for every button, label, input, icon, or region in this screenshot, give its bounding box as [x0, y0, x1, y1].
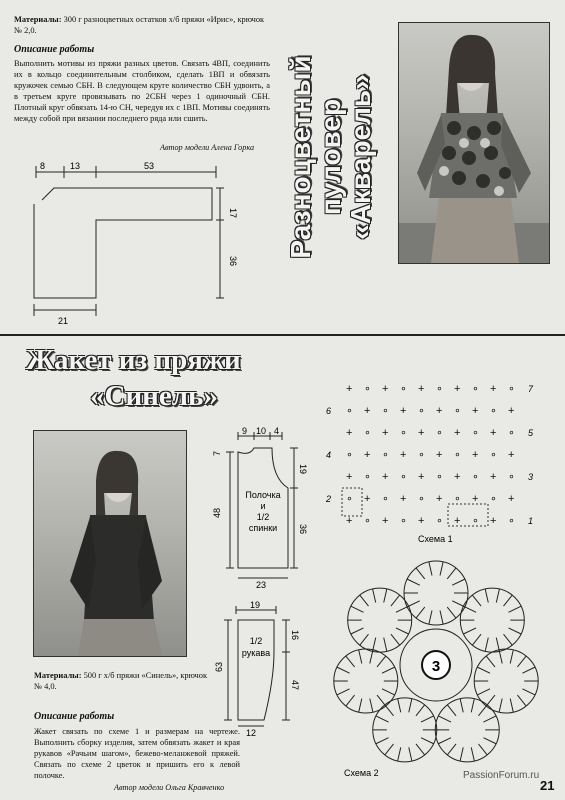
scheme-1-stitch-symbol: +: [418, 515, 425, 527]
scheme-2-stitch: [421, 738, 434, 744]
scheme-2-stitch: [429, 611, 432, 625]
scheme-2-stitch: [377, 695, 386, 706]
scheme-1-row-3: 3: [528, 472, 534, 482]
body-label-4: спинки: [248, 523, 278, 533]
scheme-2-stitch: [517, 695, 526, 706]
scheme-1-stitch-symbol: +: [418, 427, 425, 439]
body-dim-36: 36: [298, 524, 308, 535]
scheme-2-stitch: [463, 628, 476, 634]
scheme-1-stitch-symbol: +: [346, 471, 353, 483]
scheme-2-stitch: [452, 579, 465, 585]
body-dim-19: 19: [298, 464, 308, 475]
scheme-2-stitch: [509, 606, 522, 612]
scheme-1-stitch-symbol: +: [454, 383, 461, 395]
top-dim-13: 13: [70, 161, 81, 171]
scheme-2-stitch: [373, 589, 376, 603]
scheme-1-stitch-symbol: ∘: [400, 471, 407, 483]
scheme-2-stitch: [438, 738, 451, 744]
scheme-1-stitch-symbol: ∘: [490, 405, 497, 417]
scheme-1-stitch-symbol: ∘: [454, 449, 461, 461]
scheme-2-stitch: [382, 689, 395, 695]
bottom-title-line2: «Синель»: [90, 380, 218, 412]
scheme-2-stitch: [522, 689, 535, 695]
scheme-2-stitch: [416, 705, 425, 716]
top-title-line1: Разноцветный: [285, 55, 316, 259]
scheme-2-stitch: [351, 606, 364, 612]
body-dim-9: 9: [242, 426, 248, 436]
scheme-1-stitch-symbol: +: [454, 471, 461, 483]
scheme-2-stitch: [409, 699, 412, 713]
scheme-2-stitch: [407, 601, 420, 607]
top-dim-8: 8: [40, 161, 46, 171]
sleeve-label-1: 1/2: [249, 636, 263, 646]
scheme-1-stitch-symbol: ∘: [346, 405, 353, 417]
scheme-1-stitch-symbol: ∘: [490, 449, 497, 461]
scheme-2-stitch: [447, 607, 456, 618]
scheme-2-stitch: [360, 634, 369, 645]
scheme-2-stitch: [477, 689, 490, 695]
scheme-1-stitch-symbol: ∘: [490, 493, 497, 505]
sleeve-dim-19: 19: [250, 600, 261, 610]
top-materials-label: Материалы:: [14, 15, 62, 24]
scheme-1-stitch-symbol: ∘: [400, 427, 407, 439]
scheme-2-stitch: [463, 606, 476, 612]
scheme-2-stitch: [421, 716, 434, 722]
scheme-1-stitch-symbol: ∘: [508, 471, 515, 483]
scheme-2-stitch: [472, 595, 481, 606]
scheme-2-stitch: [351, 628, 364, 634]
scheme-1-stitch-symbol: ∘: [400, 515, 407, 527]
bottom-materials-text: 500 г х/б пряжи «Синель», крючок № 4,0.: [34, 671, 208, 691]
scheme-1-stitch-symbol: ∘: [436, 427, 443, 439]
scheme-2-stitch: [409, 747, 412, 761]
scheme-1-stitch-symbol: +: [382, 515, 389, 527]
scheme-2-stitch: [509, 628, 522, 634]
scheme-2-stitch: [384, 589, 387, 603]
scheme-2-stitch: [447, 568, 456, 579]
scheme-2-stitch: [471, 747, 474, 761]
scheme-1-stitch-symbol: +: [364, 493, 371, 505]
scheme-1-stitch-symbol: +: [382, 427, 389, 439]
scheme-2-stitch: [471, 699, 474, 713]
scheme-1-stitch-symbol: ∘: [508, 515, 515, 527]
scheme-1-stitch-symbol: ∘: [418, 493, 425, 505]
scheme-1-stitch-symbol: ∘: [418, 405, 425, 417]
scheme-1-stitch-symbol: ∘: [472, 427, 479, 439]
scheme-2-stitch: [504, 634, 513, 645]
top-dim-53: 53: [144, 161, 155, 171]
bottom-author: Автор модели Ольга Кравченко: [114, 783, 225, 792]
scheme-2-stitch: [460, 747, 463, 761]
scheme-2-stitch: [510, 699, 513, 713]
scheme-2-stitch: [377, 656, 386, 667]
scheme-2-stitch: [398, 699, 401, 713]
scheme-1-stitch-symbol: ∘: [436, 471, 443, 483]
scheme-1-stitch-symbol: ∘: [364, 383, 371, 395]
scheme-2-label: Схема 2: [344, 768, 379, 778]
scheme-2-stitch: [370, 650, 373, 664]
scheme-2-stitch: [486, 695, 495, 706]
body-label-2: и: [260, 501, 266, 511]
scheme-1-row-6: 6: [326, 406, 332, 416]
scheme-1-stitch-symbol: +: [382, 383, 389, 395]
scheme-2-stitch: [385, 705, 394, 716]
top-model-photo: [398, 22, 550, 264]
body-dim-48: 48: [212, 507, 222, 518]
scheme-1-row-5: 5: [528, 428, 534, 438]
scheme-1-stitch-symbol: +: [382, 471, 389, 483]
watermark: PassionForum.ru: [463, 770, 540, 781]
scheme-2-stitch: [407, 579, 420, 585]
scheme-2-stitch: [384, 638, 387, 652]
scheme-1-stitch-symbol: ∘: [508, 427, 515, 439]
scheme-2-stitch: [337, 689, 350, 695]
scheme-1-stitch-symbol: +: [490, 471, 497, 483]
scheme-1-stitch-symbol: +: [364, 449, 371, 461]
top-materials-text: 300 г разноцветных остатков х/б пряжи «Ирис», крючок № 2,0.: [14, 15, 265, 35]
scheme-1-stitch-symbol: +: [508, 449, 515, 461]
scheme-1-stitch-symbol: +: [400, 449, 407, 461]
scheme-1-stitch-symbol: ∘: [364, 515, 371, 527]
scheme-1-stitch-symbol: +: [472, 405, 479, 417]
scheme-1-stitch-symbol: +: [472, 493, 479, 505]
top-dim-21: 21: [58, 316, 69, 326]
scheme-2-stitch: [472, 634, 481, 645]
scheme-1-stitch-symbol: ∘: [472, 515, 479, 527]
scheme-2-flower: [318, 550, 556, 782]
scheme-1-stitch-symbol: +: [346, 515, 353, 527]
bottom-title-line1: Жакет из пряжи: [26, 344, 241, 376]
scheme-1-stitch-symbol: ∘: [382, 405, 389, 417]
top-work-text: Выполнить мотивы из пряжи разных цветов. Связать 4ВП, соединить их в кольцо соединительным столбиком, сделать 1ВП и обвязать кружочек семью СБН. В следующем круге количество СБН удвоить, а в третьем круге провязывать по 2СБН через 1 одиночный СБН. Плотный круг обвязать 14-ю СН, чередуя их с 1ВП. Мотивы соединять между собой при вязании последнего ряда или сшить.: [14, 59, 270, 123]
scheme-1-stitch-symbol: ∘: [364, 427, 371, 439]
scheme-2-stitch: [477, 667, 490, 673]
scheme-2-stitch: [504, 595, 513, 606]
scheme-1-stitch-symbol: ∘: [454, 405, 461, 417]
scheme-2-stitch: [438, 716, 451, 722]
top-dim-17: 17: [228, 208, 238, 219]
scheme-2-stitch: [416, 607, 425, 618]
scheme-1-grid: [318, 376, 540, 546]
scheme-2-stitch: [485, 589, 488, 603]
scheme-1-stitch-symbol: ∘: [382, 449, 389, 461]
scheme-1-stitch-symbol: +: [490, 515, 497, 527]
scheme-2-stitch: [391, 595, 400, 606]
scheme-1-stitch-symbol: ∘: [382, 493, 389, 505]
top-dim-36: 36: [228, 256, 238, 267]
sleeve-pattern-drawing: [216, 600, 316, 740]
scheme-2-stitch: [396, 628, 409, 634]
scheme-2-stitch: [460, 699, 463, 713]
scheme-2-stitch: [360, 595, 369, 606]
scheme-2-stitch: [452, 601, 465, 607]
scheme-2-stitch: [485, 638, 488, 652]
scheme-2-stitch: [337, 667, 350, 673]
top-work-heading: Описание работы: [14, 44, 95, 55]
sleeve-dim-47: 47: [290, 680, 300, 691]
scheme-2-stitch: [499, 650, 502, 664]
scheme-2-stitch: [440, 562, 443, 576]
bottom-work-text: Жакет связать по схеме 1 и размерам на чертеже. Выполнить сборку изделия, затем обвязать жакет и края рукавов «Рачьим шагом», бежево-меланжевой пряжей. Связать по схеме 2 цветок и пришить его к левой полочке.: [34, 727, 240, 780]
scheme-2-stitch: [496, 638, 499, 652]
scheme-2-stitch: [522, 667, 535, 673]
scheme-2-stitch: [385, 744, 394, 755]
scheme-1-stitch-symbol: +: [364, 405, 371, 417]
scheme-2-stitch: [398, 747, 401, 761]
top-pattern-drawing: [20, 160, 260, 330]
section-divider: [0, 334, 565, 336]
scheme-1-stitch-symbol: +: [346, 427, 353, 439]
bottom-materials-label: Материалы:: [34, 671, 82, 680]
sleeve-label-2: рукава: [241, 648, 271, 658]
scheme-1-stitch-symbol: ∘: [364, 471, 371, 483]
scheme-1-stitch-symbol: ∘: [472, 383, 479, 395]
scheme-2-stitch: [346, 695, 355, 706]
scheme-1-stitch-symbol: +: [490, 427, 497, 439]
top-materials: [14, 14, 269, 36]
top-photo-figure: [399, 23, 549, 263]
scheme-2-stitch: [478, 744, 487, 755]
scheme-2-stitch: [447, 744, 456, 755]
scheme-2-stitch: [346, 656, 355, 667]
bottom-work-heading: Описание работы: [34, 711, 115, 722]
scheme-2-stitch: [483, 716, 496, 722]
scheme-2-stitch: [510, 650, 513, 664]
bottom-model-photo: [33, 430, 187, 657]
scheme-2-stitch: [373, 638, 376, 652]
scheme-2-stitch: [359, 699, 362, 713]
scheme-2-stitch: [486, 656, 495, 667]
top-title-block: [286, 22, 376, 292]
scheme-2-stitch: [359, 650, 362, 664]
scheme-1-stitch-symbol: ∘: [418, 449, 425, 461]
body-dim-4: 4: [274, 426, 280, 436]
scheme-1-stitch-symbol: ∘: [346, 493, 353, 505]
scheme-1-stitch-symbol: +: [436, 449, 443, 461]
scheme-1-stitch-symbol: ∘: [436, 515, 443, 527]
scheme-2-stitch: [440, 611, 443, 625]
sleeve-dim-12: 12: [246, 728, 257, 738]
scheme-1-stitch-symbol: +: [400, 493, 407, 505]
scheme-2-stitch: [416, 568, 425, 579]
scheme-2-stitch: [391, 634, 400, 645]
scheme-1-row-2: 2: [326, 494, 332, 504]
body-label-3: 1/2: [256, 512, 270, 522]
scheme-2-stitch: [370, 699, 373, 713]
scheme-1-stitch-symbol: +: [472, 449, 479, 461]
scheme-1-stitch-symbol: +: [454, 427, 461, 439]
scheme-1-stitch-symbol: +: [490, 383, 497, 395]
sleeve-dim-63: 63: [214, 661, 224, 672]
scheme-2-stitch: [382, 667, 395, 673]
scheme-1-stitch-symbol: +: [418, 383, 425, 395]
scheme-1-stitch-symbol: +: [346, 383, 353, 395]
body-label-1: Полочка: [245, 490, 281, 500]
top-author: Автор модели Алена Горка: [160, 143, 255, 152]
scheme-1-stitch-symbol: +: [508, 493, 515, 505]
scheme-1-stitch-symbol: +: [436, 493, 443, 505]
scheme-1-stitch-symbol: ∘: [472, 471, 479, 483]
scheme-1-stitch-symbol: ∘: [400, 383, 407, 395]
scheme-1-row-1: 1: [528, 516, 534, 526]
bottom-materials: [34, 670, 212, 692]
body-dim-7: 7: [212, 450, 222, 456]
scheme-2-stitch: [478, 705, 487, 716]
scheme-2-stitch: [496, 589, 499, 603]
scheme-1-stitch-symbol: +: [454, 515, 461, 527]
scheme-2-stitch: [376, 738, 389, 744]
scheme-1-label: Схема 1: [418, 534, 453, 544]
bottom-photo-figure: [34, 431, 186, 656]
body-pattern-drawing: [206, 428, 316, 588]
top-title-line3: «Акварель»: [345, 74, 376, 240]
page-number: 21: [540, 778, 555, 793]
scheme-2-stitch: [447, 705, 456, 716]
top-title-line2: пуловер: [315, 98, 346, 216]
scheme-2-stitch: [499, 699, 502, 713]
body-dim-10: 10: [256, 426, 267, 436]
scheme-2-stitch: [429, 562, 432, 576]
scheme-1-stitch-symbol: +: [508, 405, 515, 417]
scheme-1-row-7: 7: [528, 384, 534, 394]
scheme-1-stitch-symbol: ∘: [346, 449, 353, 461]
scheme-1-stitch-symbol: ∘: [454, 493, 461, 505]
scheme-1-stitch-symbol: ∘: [436, 383, 443, 395]
scheme-2-stitch: [396, 606, 409, 612]
scheme-2-stitch: [376, 716, 389, 722]
body-dim-23: 23: [256, 580, 267, 590]
scheme-2-stitch: [517, 656, 526, 667]
scheme-1-stitch-symbol: +: [400, 405, 407, 417]
scheme-2-center-number: 3: [431, 658, 441, 675]
scheme-1-stitch-symbol: +: [418, 471, 425, 483]
scheme-1-row-4: 4: [326, 450, 332, 460]
scheme-1-stitch-symbol: +: [436, 405, 443, 417]
scheme-2-stitch: [483, 738, 496, 744]
sleeve-dim-16: 16: [290, 630, 300, 641]
scheme-1-stitch-symbol: ∘: [508, 383, 515, 395]
scheme-2-stitch: [416, 744, 425, 755]
